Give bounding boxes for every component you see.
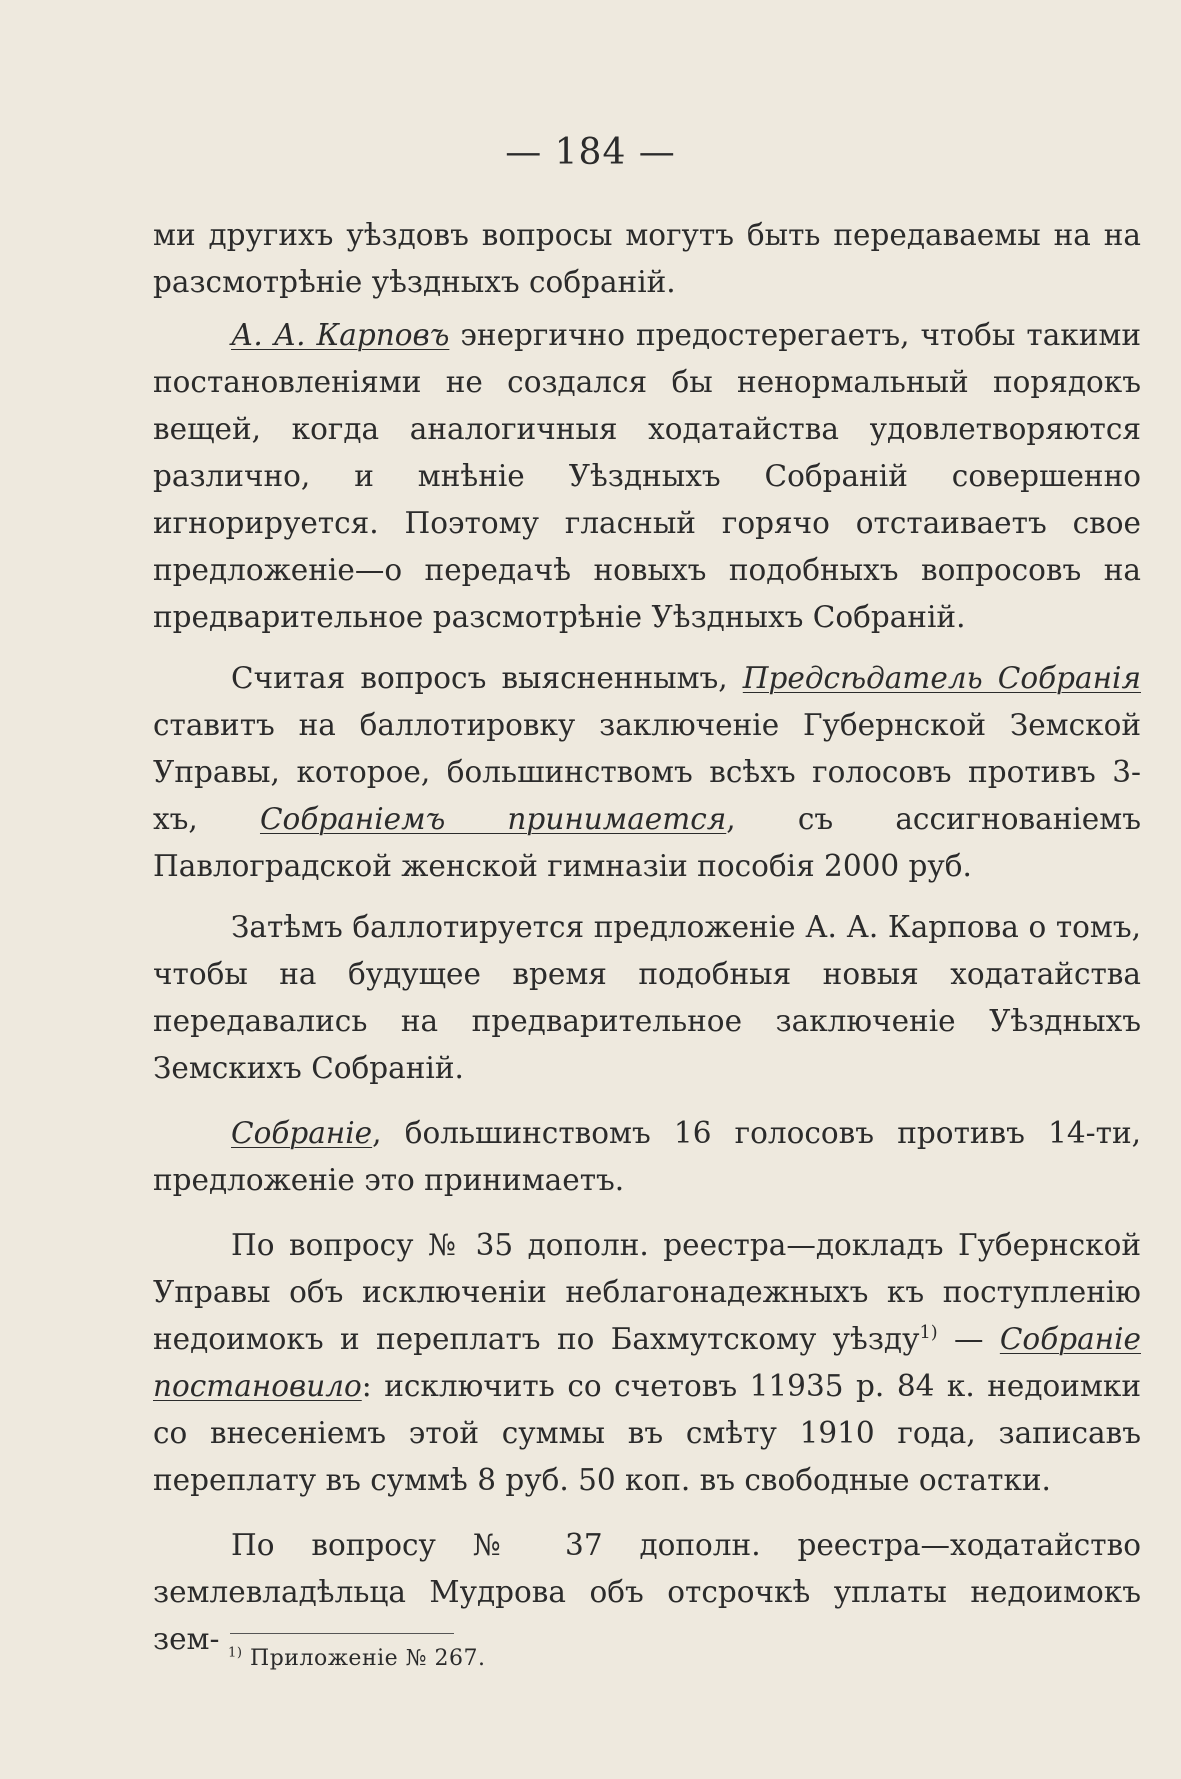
- footnote-mark: 1): [228, 1645, 243, 1661]
- paragraph-text: : исключить со счетовъ 11935 р. 84 к. недоимки со внесеніемъ этой суммы въ смѣту 1910 года, записавъ переплату въ суммѣ 8 руб. 50 коп. въ свободные остатки.: [153, 1369, 1141, 1497]
- paragraph-decision: [153, 1110, 1141, 1204]
- paragraph-question-35: [153, 1222, 1141, 1504]
- paragraph-question-37: По вопросу № 37 дополн. реестра—ходатайство землевладѣльца Мудрова объ отсрочкѣ уплаты недоимокъ зем-: [153, 1528, 1141, 1656]
- page-number: — 184 —: [505, 132, 676, 173]
- assembly-label: Собраніе: [231, 1116, 373, 1150]
- paragraph-text: По вопросу № 35 дополн. реестра—докладъ Губернской Управы объ исключеніи неблагонадежныхъ къ поступленію недоимокъ и переплатъ по Бахмутскому уѣзду: [153, 1228, 1141, 1356]
- paragraph-karpov: [153, 312, 1141, 641]
- footnote-text: Приложеніе № 267.: [242, 1646, 486, 1671]
- footnote: [228, 1642, 485, 1676]
- paragraph-text: ставитъ на баллотировку заключеніе Губернской Земской Управы, которое, большинствомъ всѣхъ голосовъ противъ 3-хъ,: [153, 708, 1141, 836]
- footnote-marker: 1): [919, 1323, 938, 1344]
- footnote-divider: [230, 1633, 454, 1634]
- paragraph-ballot: Затѣмъ баллотируется предложеніе А. А. Карпова о томъ, чтобы на будущее время подобныя новыя ходатайства передавались на предварительное заключеніе Уѣздныхъ Земскихъ Собраній.: [153, 910, 1141, 1085]
- paragraph-text: энергично предостерегаетъ, чтобы такими постановленіями не создался бы ненормальный порядокъ вещей, когда аналогичныя ходатайства удовлетворяются различно, и мнѣніе Уѣздныхъ Собраній совершенно игнорируется. Поэтому гласный горячо отстаиваетъ свое предложеніе—о передачѣ новыхъ подобныхъ вопросовъ на предварительное разсмотрѣніе Уѣздныхъ Собраній.: [153, 318, 1141, 634]
- resolved-label: Собраніе постановило: [153, 1322, 1141, 1403]
- chairman-label: Предсѣдатель Собранія: [742, 661, 1141, 695]
- body-text: [153, 212, 1141, 1663]
- accepted-label: Собраніемъ принимается: [259, 802, 727, 836]
- paragraph-text: , большинствомъ 16 голосовъ противъ 14-ти, предложеніе это принимаетъ.: [153, 1116, 1141, 1197]
- paragraph-text: Считая вопросъ выясненнымъ,: [231, 661, 743, 695]
- dash: —: [937, 1322, 1000, 1356]
- speaker-name: А. А. Карповъ: [231, 318, 450, 352]
- paragraph-vote: [153, 655, 1141, 890]
- paragraph-continuation: ми другихъ уѣздовъ вопросы могутъ быть передаваемы на на разсмотрѣніе уѣздныхъ собраній.: [153, 218, 1141, 299]
- paragraph-text: , съ ассигнованіемъ Павлоградской женской гимназіи пособія 2000 руб.: [153, 802, 1141, 883]
